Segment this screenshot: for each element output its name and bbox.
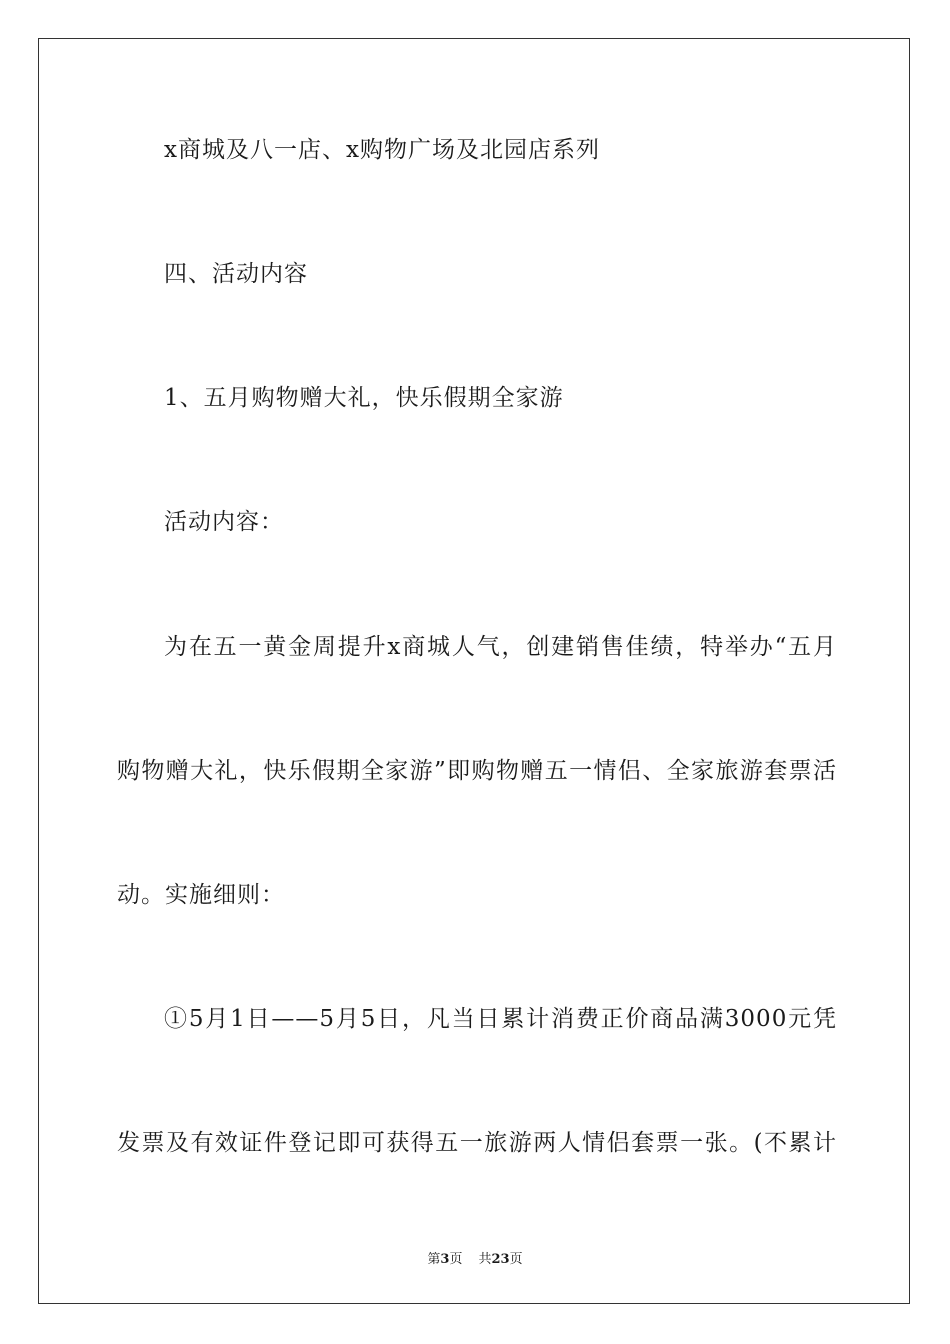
total-pages-number: 23: [491, 1252, 510, 1267]
subsection-heading: 1、五月购物赠大礼，快乐假期全家游: [164, 385, 564, 411]
text-line-6: 购物赠大礼，快乐假期全家游”即购物赠五一情侣、全家旅游套票活: [117, 758, 837, 784]
footer-total-prefix: 共: [478, 1252, 492, 1267]
page-border: [38, 38, 910, 1304]
text-line-1: x商城及八一店、x购物广场及北园店系列: [164, 137, 600, 163]
current-page-number: 3: [440, 1252, 450, 1267]
section-heading: 四、活动内容: [164, 261, 308, 287]
text-line-5: 为在五一黄金周提升x商城人气，创建销售佳绩，特举办“五月: [164, 634, 837, 660]
footer-total-suffix: 页: [509, 1252, 523, 1267]
text-line-4: 活动内容：: [164, 509, 284, 535]
footer-prefix: 第: [427, 1252, 441, 1267]
text-line-8: ①5月1日——5月5日，凡当日累计消费正价商品满3000元凭: [164, 1006, 837, 1032]
footer-page-suffix: 页: [449, 1252, 463, 1267]
page-footer: [0, 1248, 950, 1267]
text-line-9: 发票及有效证件登记即可获得五一旅游两人情侣套票一张。(不累计: [117, 1130, 837, 1156]
text-line-7: 动。实施细则：: [117, 882, 285, 908]
